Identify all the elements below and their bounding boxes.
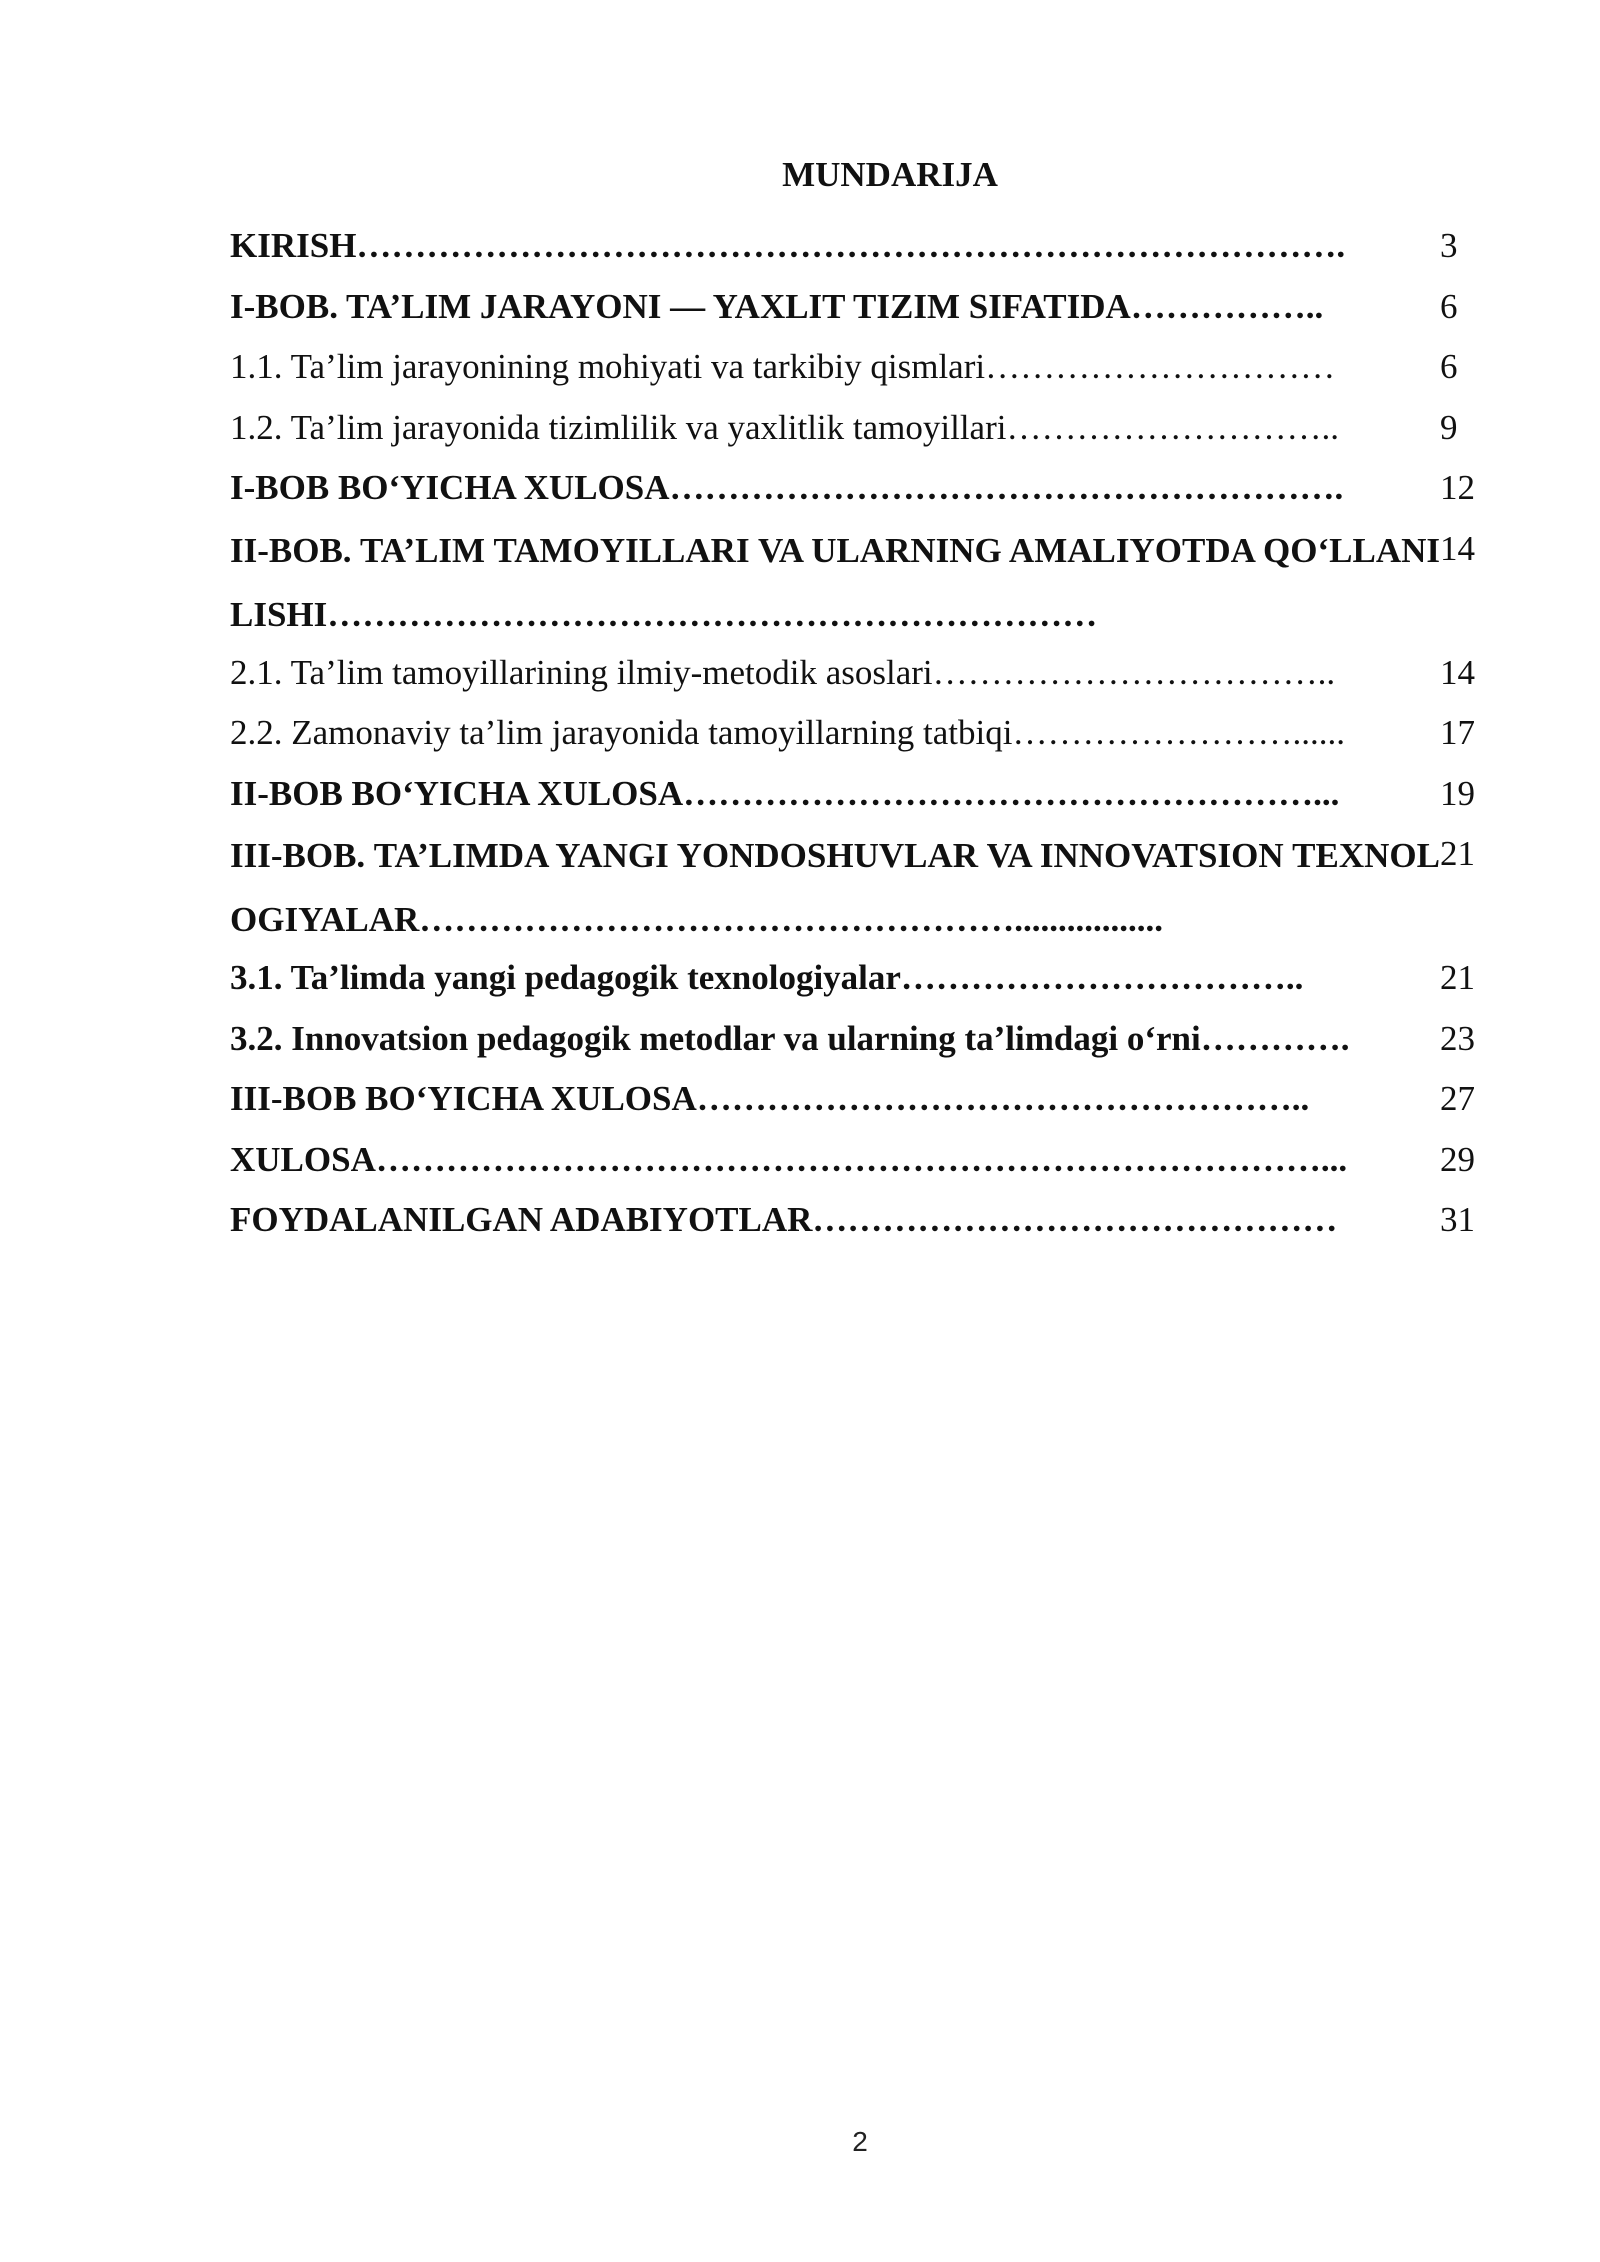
toc-entry-page: 17 xyxy=(1440,713,1475,752)
toc-entry-conclusion[interactable] xyxy=(230,1130,1512,1191)
toc-entry-text: 3.1. Ta’limda yangi pedagogik texnologiyalar…………………………….. xyxy=(230,958,1304,997)
toc-entry-section-1-2[interactable] xyxy=(230,398,1512,459)
toc-entry-chapter-2[interactable] xyxy=(230,519,1512,643)
toc-entry-section-3-2[interactable] xyxy=(230,1009,1512,1070)
toc-entry-page: 19 xyxy=(1440,773,1475,813)
toc-entry-page: 29 xyxy=(1440,1139,1475,1179)
toc-entry-kirish[interactable] xyxy=(230,216,1512,277)
toc-entry-text: KIRISH…………………………………………………………………………. xyxy=(230,226,1346,265)
toc-entry-text: 3.2. Innovatsion pedagogik metodlar va ularning ta’limdagi o‘rni…………. xyxy=(230,1018,1350,1058)
toc-entry-references[interactable] xyxy=(230,1190,1512,1251)
toc-entry-text: 2.1. Ta’lim tamoyillarining ilmiy-metodik asoslari…………………………….. xyxy=(230,652,1336,692)
toc-entry-page: 3 xyxy=(1440,226,1458,265)
toc-entry-text: I-BOB. TA’LIM JARAYONI — YAXLIT TIZIM SIFATIDA…………….. xyxy=(230,286,1324,326)
toc-entry-page: 31 xyxy=(1440,1200,1475,1239)
toc-entry-text: 2.2. Zamonaviy ta’lim jarayonida tamoyillarning tatbiqi……………………...... xyxy=(230,713,1345,752)
toc-entry-page: 6 xyxy=(1440,286,1458,326)
toc-entry-text: III-BOB BO‘YICHA XULOSA…………………………………………….. xyxy=(230,1079,1310,1118)
toc-entry-page: 14 xyxy=(1440,652,1475,692)
page-title: MUNDARIJA xyxy=(782,155,998,194)
table-of-contents xyxy=(230,216,1512,1251)
toc-entry-text: II-BOB. TA’LIM TAMOYILLARI VA ULARNING AMALIYOTDA QO‘LLANILISHI………………………………………………………… xyxy=(230,530,1440,634)
toc-entry-chapter-3[interactable] xyxy=(230,824,1512,948)
toc-entry-page: 6 xyxy=(1440,347,1458,386)
toc-entry-section-2-1[interactable] xyxy=(230,643,1512,704)
toc-entry-section-1-1[interactable] xyxy=(230,337,1512,398)
toc-entry-text: FOYDALANILGAN ADABIYOTLAR……………………………………… xyxy=(230,1200,1338,1239)
toc-entry-text: 1.1. Ta’lim jarayonining mohiyati va tarkibiy qismlari………………………… xyxy=(230,347,1336,386)
page-number: 2 xyxy=(852,2126,868,2157)
toc-entry-chapter-2-summary[interactable] xyxy=(230,764,1512,825)
toc-entry-page: 27 xyxy=(1440,1079,1475,1118)
toc-entry-text: III-BOB. TA’LIMDA YANGI YONDOSHUVLAR VA INNOVATSION TEXNOLOGIYALAR……………………………………………................. xyxy=(230,836,1440,939)
toc-entry-page: 14 xyxy=(1440,528,1475,568)
toc-entry-page: 23 xyxy=(1440,1018,1475,1058)
toc-entry-page: 12 xyxy=(1440,468,1475,507)
toc-entry-page: 21 xyxy=(1440,958,1475,997)
toc-entry-text: I-BOB BO‘YICHA XULOSA…………………………………………………. xyxy=(230,468,1344,507)
toc-entry-section-3-1[interactable] xyxy=(230,948,1512,1009)
toc-entry-chapter-1[interactable] xyxy=(230,277,1512,338)
toc-entry-text: II-BOB BO‘YICHA XULOSA………………………………………………... xyxy=(230,773,1340,813)
toc-entry-text: XULOSA………………………………………………………………………... xyxy=(230,1139,1348,1179)
toc-entry-chapter-3-summary[interactable] xyxy=(230,1069,1512,1130)
toc-entry-page: 21 xyxy=(1440,834,1475,873)
toc-entry-section-2-2[interactable] xyxy=(230,703,1512,764)
toc-entry-page: 9 xyxy=(1440,407,1458,447)
toc-entry-text: 1.2. Ta’lim jarayonida tizimlilik va yaxlitlik tamoyillari……………………….. xyxy=(230,407,1339,447)
toc-entry-chapter-1-summary[interactable] xyxy=(230,458,1512,519)
